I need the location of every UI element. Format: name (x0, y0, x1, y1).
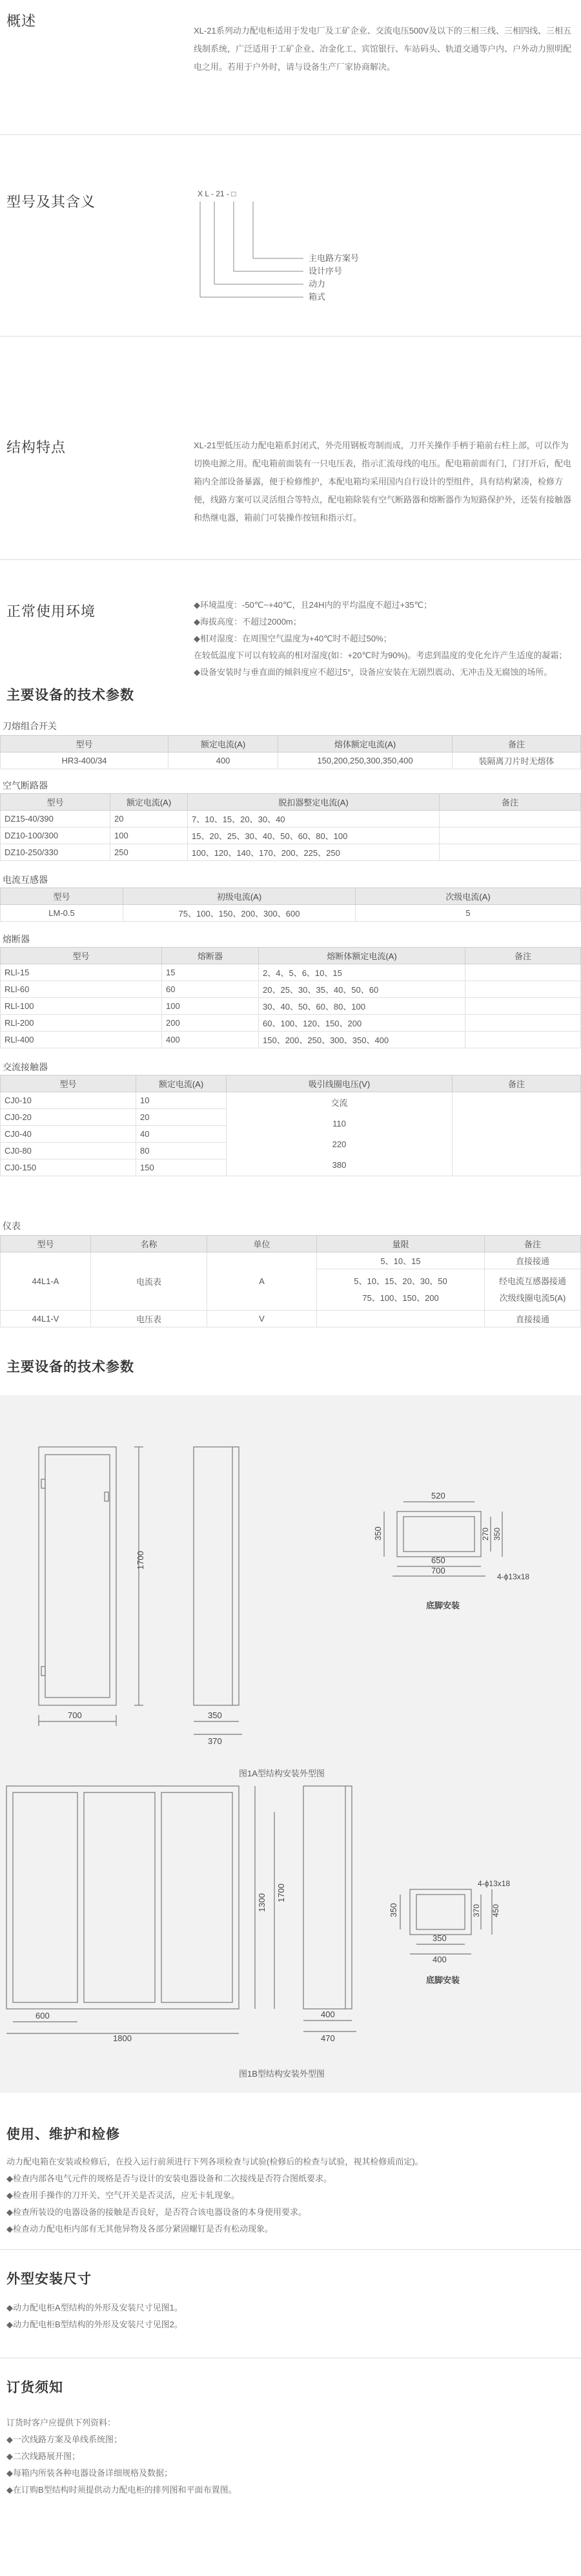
cell: 60、100、120、150、200 (259, 1015, 465, 1032)
model-label-1: 主电路方案号 (309, 253, 360, 263)
maintenance-intro: 动力配电箱在安装或检修后，在投入运行前须进行下列各项检查与试验(检修后的检查与试验，视其检修质而定)。 (6, 2157, 423, 2166)
cell: 20 (110, 811, 188, 827)
table-row (1, 905, 581, 922)
cell: 30、40、50、60、80、100 (259, 998, 465, 1015)
dim-label: 400 (321, 2010, 335, 2019)
cell: 250 (110, 844, 188, 861)
dim-label: 1800 (113, 2033, 132, 2043)
cell: 150、200、250、300、350、400 (259, 1032, 465, 1048)
cell: RLl-200 (1, 1015, 162, 1032)
th: 熔体额定电流(A) (278, 736, 453, 753)
cell (440, 844, 581, 861)
voltage-value: 220 (332, 1139, 347, 1149)
order-title: 订货须知 (6, 2380, 63, 2395)
th: 次级电流(A) (356, 888, 581, 905)
cell: 装隔离刀片时无熔体 (453, 753, 581, 769)
cell (485, 1269, 581, 1311)
cell (440, 811, 581, 827)
maintenance-item: ◆检查用手操作的刀开关、空气开关是否灵活，应无卡轧现象。 (6, 2190, 240, 2200)
dim-label: 1300 (257, 1893, 267, 1912)
cell: 7、10、15、20、30、40 (188, 811, 440, 827)
meter-table (0, 1235, 581, 1327)
dim-label: 4-ϕ13x18 (497, 1572, 530, 1581)
cell: 40 (136, 1126, 227, 1143)
knife-switch-table (0, 735, 581, 769)
dim-label: 470 (321, 2033, 335, 2043)
th: 额定电流(A) (168, 736, 278, 753)
voltage-value: 380 (332, 1159, 347, 1170)
cell: 80 (136, 1143, 227, 1159)
contactor-title: 交流接触器 (3, 1062, 48, 1072)
model-label-4: 箱式 (309, 292, 326, 302)
cell: CJ0-40 (1, 1126, 136, 1143)
th: 名称 (91, 1236, 207, 1252)
cell: 150,200,250,300,350,400 (278, 753, 453, 769)
cell (465, 998, 581, 1015)
dim-label: 370 (208, 1736, 222, 1746)
order-item: ◆一次线路方案及单线系统图； (6, 2435, 122, 2444)
base-label: 底脚安装 (426, 1975, 460, 1985)
cell: 150 (136, 1159, 227, 1176)
voltage-value: 交流 (331, 1097, 348, 1108)
cell (465, 1015, 581, 1032)
th: 型号 (1, 1075, 136, 1092)
maintenance-list (6, 2154, 575, 2238)
th: 备注 (440, 794, 581, 811)
maintenance-title: 使用、维护和检修 (6, 2127, 120, 2142)
table-row (1, 753, 581, 769)
cell (317, 1311, 485, 1327)
current-transformer-title: 电流互感器 (3, 875, 48, 885)
dim-label: 650 (431, 1555, 445, 1565)
range-line: 5、10、15、20、30、50 (354, 1276, 447, 1286)
environment-title: 正常使用环境 (6, 603, 96, 619)
note-line: 经电流互感器接通 (498, 1276, 566, 1286)
cell: CJ0-150 (1, 1159, 136, 1176)
table-row (1, 844, 581, 861)
th: 熔断体额定电流(A) (259, 948, 465, 964)
dim-label: 520 (431, 1491, 445, 1501)
cell: CJ0-80 (1, 1143, 136, 1159)
table-row (1, 1092, 581, 1109)
install-title: 外型安装尺寸 (6, 2272, 92, 2287)
figure-caption: 图1A型结构安装外型图 (239, 1769, 325, 1778)
cell: 5 (356, 905, 581, 922)
order-item: ◆在订购B型结构时须提供动力配电柜的排列图和平面布置图。 (6, 2485, 237, 2495)
cell: DZ15-40/390 (1, 811, 110, 827)
table-row (1, 964, 581, 981)
th: 额定电流(A) (110, 794, 188, 811)
meter-title: 仪表 (3, 1221, 21, 1231)
th: 型号 (1, 888, 123, 905)
model-title: 型号及其含义 (6, 194, 96, 210)
cell: 400 (168, 753, 278, 769)
divider (0, 559, 581, 560)
voltage-cell (227, 1092, 453, 1176)
equipment-title: 主要设备的技术参数 (6, 688, 134, 703)
model-label-3: 动力 (309, 279, 326, 289)
install-item: ◆动力配电柜A型结构的外形及安装尺寸见图1。 (6, 2303, 183, 2312)
th: 型号 (1, 948, 162, 964)
fuse-table (0, 947, 581, 1048)
note-line: 次级线圈电流5(A) (499, 1293, 566, 1303)
dim-label: 370 (472, 1904, 481, 1917)
overview-title: 概述 (6, 13, 37, 29)
divider (0, 134, 581, 135)
th: 备注 (485, 1236, 581, 1252)
dim-label: 450 (491, 1904, 500, 1917)
th: 初级电流(A) (123, 888, 356, 905)
structure-text: XL-21型低压动力配电箱系封闭式，外壳用钢板弯制而成，刀开关操作手柄于箱前右柱上部，可以作为切换电源之用。配电箱前面装有一只电压表，指示汇流母线的电压。配电箱前面有门，门打开后，配电箱内全部设备暴露，便于检修维护，本配电箱均采用国内自行设计的型组件，具有结构紧凑，检修方便，线路方案可以灵活组合等特点，配电箱除装有空气断路器和熔断器作为短路保护外，还装有接触器和热继电器，箱前门可装操作按钮和指示灯。 (194, 441, 572, 523)
table-row (1, 1252, 581, 1269)
cell (440, 827, 581, 844)
air-breaker-title: 空气断路器 (3, 780, 48, 791)
dim-label: 700 (68, 1710, 82, 1720)
cell: CJ0-10 (1, 1092, 136, 1109)
range-line: 75、100、150、200 (362, 1293, 439, 1303)
air-breaker-table (0, 793, 581, 861)
cell: 200 (162, 1015, 259, 1032)
model-label-2: 设计序号 (309, 266, 343, 276)
cell: 60 (162, 981, 259, 998)
table-row (1, 981, 581, 998)
install-list (6, 2300, 575, 2333)
cell: 44L1-A (1, 1252, 91, 1311)
order-intro: 订货时客户应提供下列资料： (6, 2418, 116, 2427)
dim-label: 350 (433, 1933, 447, 1943)
cell: 5、10、15 (317, 1252, 485, 1269)
th: 脱扣器整定电流(A) (188, 794, 440, 811)
environment-item: ◆设备安装时与垂直面的倾斜度应不超过5°，设备应安装在无剧烈震动、无冲击及无腐蚀的场所。 (194, 667, 553, 677)
cell: 100、120、140、170、200、225、250 (188, 844, 440, 861)
th: 熔断器 (162, 948, 259, 964)
th: 单位 (207, 1236, 317, 1252)
knife-switch-title: 刀熔组合开关 (3, 721, 57, 731)
table-row (1, 1015, 581, 1032)
dim-label: 350 (389, 1903, 398, 1917)
environment-item: ◆海拔高度：不超过2000m； (194, 617, 301, 627)
drawing-panel (0, 1395, 581, 2093)
th: 额定电流(A) (136, 1075, 227, 1092)
cell: 400 (162, 1032, 259, 1048)
cell: 电压表 (91, 1311, 207, 1327)
contactor-table (0, 1075, 581, 1176)
th: 型号 (1, 736, 168, 753)
environment-item: ◆相对湿度：在周围空气温度为+40℃时不超过50%； (194, 634, 392, 643)
cell (465, 964, 581, 981)
order-item: ◆每箱内所装各种电器设备详细规格及数据； (6, 2468, 172, 2478)
cell: RLl-15 (1, 964, 162, 981)
maintenance-item: ◆检查所装设的电器设备的接触是否良好，是否符合该电器设备的本身使用要求。 (6, 2207, 307, 2217)
cell: CJ0-20 (1, 1109, 136, 1126)
figure-caption: 图1B型结构安装外型图 (239, 2069, 325, 2079)
cell (465, 981, 581, 998)
cell: 2、4、5、6、10、15 (259, 964, 465, 981)
th: 备注 (465, 948, 581, 964)
cell: 电流表 (91, 1252, 207, 1311)
cell: DZ10-250/330 (1, 844, 110, 861)
cell: LM-0.5 (1, 905, 123, 922)
table-row (1, 827, 581, 844)
cell: 15、20、25、30、40、50、60、80、100 (188, 827, 440, 844)
cell: RLl-60 (1, 981, 162, 998)
dim-label: 1700 (136, 1551, 145, 1570)
current-transformer-table (0, 888, 581, 922)
table-row (1, 1032, 581, 1048)
model-code-diagram (194, 187, 413, 304)
cell: HR3-400/34 (1, 753, 168, 769)
th: 型号 (1, 1236, 91, 1252)
table-row (1, 998, 581, 1015)
dim-label: 1700 (276, 1884, 286, 1902)
order-item: ◆二次线路展开图； (6, 2451, 80, 2461)
th: 吸引线圈电压(V) (227, 1075, 453, 1092)
structure-drawings (0, 1395, 581, 2093)
cell (465, 1032, 581, 1048)
environment-item: 在较低温度下可以有较高的相对湿度(如：+20℃时为90%)。考虑到温度的变化允许产生适度的凝霜； (194, 650, 567, 660)
cell: 直接接通 (485, 1311, 581, 1327)
cell: 75、100、150、200、300、600 (123, 905, 356, 922)
cell: 100 (162, 998, 259, 1015)
dim-label: 700 (431, 1566, 445, 1575)
base-label: 底脚安装 (426, 1601, 460, 1610)
dim-label: 270 (481, 1527, 490, 1541)
cell: 44L1-V (1, 1311, 91, 1327)
cell: 100 (110, 827, 188, 844)
th: 备注 (453, 1075, 581, 1092)
overview-text: XL-21系列动力配电柜适用于发电厂及工矿企业、交流电压500V及以下的三相三线、三相四线、三相五线制系统，广泛适用于工矿企业、冶金化工、宾馆银行、车站码头、轨道交通等户内、户外动力照明配电之用。若用于户外时，请与设备生产厂家协商解决。 (194, 26, 572, 72)
divider (0, 336, 581, 337)
environment-list (194, 597, 575, 681)
cell: RLl-100 (1, 998, 162, 1015)
maintenance-item: ◆检查内部各电气元件的规格是否与设计的安装电器设备和二次接线是否符合图纸要求。 (6, 2174, 332, 2183)
dim-label: 350 (208, 1710, 222, 1720)
install-item: ◆动力配电柜B型结构的外形及安装尺寸见图2。 (6, 2320, 183, 2329)
cell: V (207, 1311, 317, 1327)
dim-label: 350 (373, 1526, 383, 1541)
dim-label: 400 (433, 1955, 447, 1964)
cell: 15 (162, 964, 259, 981)
th: 备注 (453, 736, 581, 753)
fuse-title: 熔断器 (3, 934, 30, 944)
cell: 20 (136, 1109, 227, 1126)
drawings-title: 主要设备的技术参数 (6, 1360, 134, 1375)
dim-label: 4-ϕ13x18 (478, 1879, 511, 1888)
table-row (1, 1311, 581, 1327)
divider (0, 2249, 581, 2250)
table-row (1, 811, 581, 827)
order-list (6, 2415, 575, 2498)
model-code: X L - 21 - □ (198, 189, 236, 198)
th: 量限 (317, 1236, 485, 1252)
maintenance-item: ◆检查动力配电柜内部有无其他异物及各部分紧固螺钉是否有松动现象。 (6, 2224, 273, 2234)
cell (317, 1269, 485, 1311)
cell: 20、25、30、35、40、50、60 (259, 981, 465, 998)
cell: RLl-400 (1, 1032, 162, 1048)
th: 型号 (1, 794, 110, 811)
environment-item: ◆环境温度：-50℃~+40℃，且24H内的平均温度不超过+35℃； (194, 600, 433, 610)
cell: 10 (136, 1092, 227, 1109)
cell (453, 1092, 581, 1176)
cell: 直接接通 (485, 1252, 581, 1269)
structure-title: 结构特点 (6, 439, 66, 455)
voltage-value: 110 (332, 1118, 346, 1128)
dim-label: 350 (493, 1527, 502, 1541)
dim-label: 600 (36, 2011, 50, 2020)
cell: DZ10-100/300 (1, 827, 110, 844)
cell: A (207, 1252, 317, 1311)
